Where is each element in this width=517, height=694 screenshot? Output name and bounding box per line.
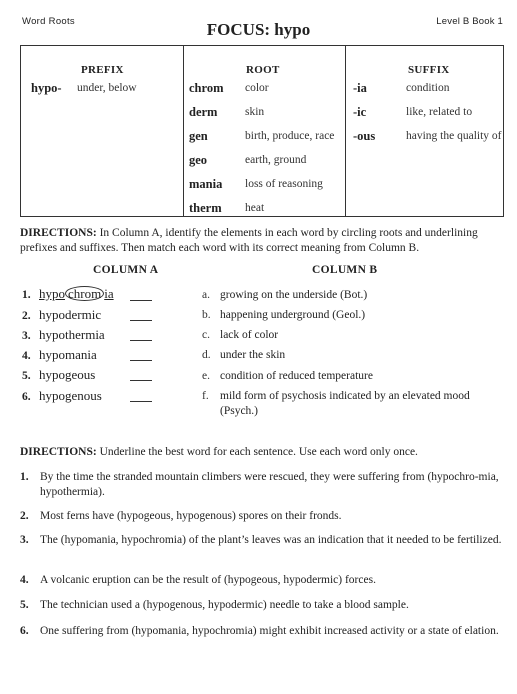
sentence-text: A volcanic eruption can be the result of (hypogeous, hypodermic) forces. [40, 574, 376, 586]
item-number: 2. [20, 510, 29, 522]
directions-matching [20, 226, 500, 256]
sentence-text: Most ferns have (hypogeous, hypogenous) spores on their fronds. [40, 510, 342, 522]
level-label: Level B Book 1 [436, 16, 503, 27]
sentence-text: By the time the stranded mountain climbers were rescued, they were suffering from (hypochro-mia, hypothermia). [40, 471, 499, 498]
root-row [189, 201, 265, 216]
column-a-item [22, 307, 101, 323]
column-b-header: COLUMN B [312, 264, 378, 276]
root-term: derm [189, 105, 218, 119]
root-term: chrom [189, 81, 224, 95]
column-a-item [22, 367, 95, 383]
prefix-header: PREFIX [81, 64, 124, 76]
suffix-term: -ia [353, 81, 367, 95]
item-number: 6. [22, 391, 31, 403]
root-header: ROOT [246, 64, 280, 76]
root-def: skin [245, 106, 265, 118]
column-a-header: COLUMN A [93, 264, 159, 276]
root-row [189, 105, 265, 120]
item-number: 1. [20, 471, 29, 483]
directions-text: In Column A, identify the elements in each word by circling roots and underlining prefixes and suffixes. Then match each word with its correct meaning from Column B. [20, 227, 478, 254]
root-def: color [245, 82, 269, 94]
suffix-term: -ous [353, 129, 376, 143]
sentence-text: One suffering from (hypomania, hypochromia) might exhibit increased activity or a state of elation. [40, 625, 499, 637]
item-letter: a. [202, 289, 210, 301]
prefix-def: under, below [77, 82, 137, 94]
item-letter: b. [202, 309, 211, 321]
prefix-underline: hypo [39, 286, 65, 301]
root-def: earth, ground [245, 154, 307, 166]
root-term: therm [189, 201, 222, 215]
directions-label: DIRECTIONS: [20, 446, 97, 458]
item-meaning: lack of color [220, 329, 279, 341]
word: hypogenous [39, 388, 102, 403]
series-label: Word Roots [22, 16, 75, 27]
table-divider [345, 46, 346, 216]
item-meaning: condition of reduced temperature [220, 370, 373, 382]
table-divider [183, 46, 184, 216]
item-meaning: under the skin [220, 349, 286, 361]
suffix-def: condition [406, 82, 450, 94]
word: hypothermia [39, 327, 105, 342]
item-meaning: happening underground (Geol.) [220, 309, 366, 321]
column-a-item [22, 286, 114, 302]
suffix-header: SUFFIX [408, 64, 450, 76]
suffix-row [353, 81, 450, 96]
root-term: gen [189, 129, 208, 143]
item-number: 4. [22, 350, 31, 362]
item-number: 5. [20, 599, 29, 611]
item-letter: e. [202, 370, 210, 382]
root-def: heat [245, 202, 265, 214]
root-def: birth, produce, race [245, 130, 335, 142]
item-number: 2. [22, 310, 31, 322]
prefix-term: hypo- [31, 81, 62, 95]
answer-blank[interactable] [130, 401, 152, 402]
sentence-text: The (hypomania, hypochromia) of the plant’s leaves was an indication that it needed to be fertilized. [40, 534, 502, 546]
root-def: loss of reasoning [245, 178, 323, 190]
item-letter: d. [202, 349, 211, 361]
item-letter: c. [202, 329, 210, 341]
directions-text: Underline the best word for each sentence. Use each word only once. [96, 446, 418, 458]
root-row [189, 177, 323, 192]
item-meaning: mild form of psychosis indicated by an elevated mood (Psych.) [220, 390, 470, 417]
suffix-row [353, 105, 473, 120]
answer-blank[interactable] [130, 360, 152, 361]
word: hypogeous [39, 367, 96, 382]
suffix-def: having the quality of [406, 130, 502, 142]
suffix-term: -ic [353, 105, 367, 119]
prefix-row [31, 81, 137, 96]
root-term: mania [189, 177, 223, 191]
word: hypodermic [39, 307, 102, 322]
suffix-def: like, related to [406, 106, 473, 118]
answer-blank[interactable] [130, 380, 152, 381]
root-row [189, 81, 269, 96]
column-a-item [22, 327, 105, 343]
item-number: 3. [20, 534, 29, 546]
page-title: FOCUS: hypo [206, 20, 311, 39]
root-row [189, 153, 307, 168]
answer-blank[interactable] [130, 300, 152, 301]
column-a-item [22, 388, 102, 404]
word: hypomania [39, 347, 97, 362]
suffix-underline: ia [104, 286, 114, 301]
root-row [189, 129, 335, 144]
root-circle: chrom [65, 286, 104, 301]
sentence-text: The technician used a (hypogenous, hypodermic) needle to take a blood sample. [40, 599, 409, 611]
suffix-row [353, 129, 502, 144]
word-parts-table [20, 45, 504, 217]
item-number: 4. [20, 574, 29, 586]
answer-blank[interactable] [130, 340, 152, 341]
column-a-item [22, 347, 97, 363]
item-letter: f. [202, 390, 209, 402]
root-term: geo [189, 153, 208, 167]
answer-blank[interactable] [130, 320, 152, 321]
item-number: 5. [22, 370, 31, 382]
item-meaning: growing on the underside (Bot.) [220, 289, 368, 301]
item-number: 3. [22, 330, 31, 342]
directions-underline [20, 445, 500, 460]
item-number: 6. [20, 625, 29, 637]
directions-label: DIRECTIONS: [20, 227, 97, 239]
item-number: 1. [22, 289, 31, 301]
